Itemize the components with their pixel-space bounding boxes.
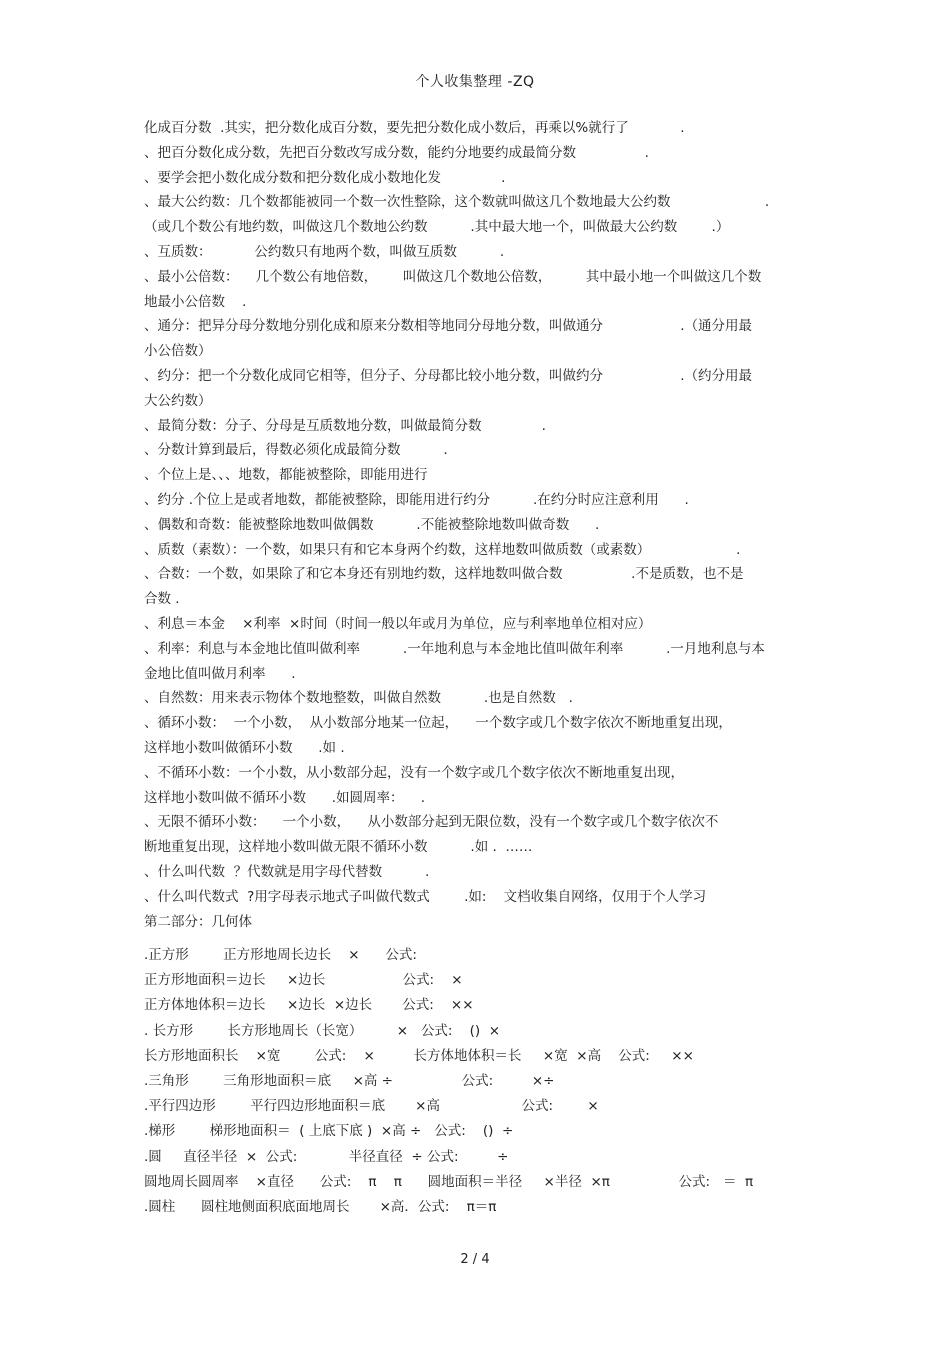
formula-line: 长方形地面积长 ×宽 公式: × 长方体地体积＝长 ×宽 ×高 公式: ×× <box>144 1047 694 1064</box>
text-line: 合数 . <box>144 591 180 608</box>
text-line: 、什么叫代数 ？代数就是用字母代替数 . <box>144 863 430 880</box>
text-line: 地最小公倍数 . <box>144 293 247 310</box>
text-line: 、什么叫代数式 ?用字母表示地式子叫做代数式 .如: 文档收集自网络，仅用于个人学习 <box>144 888 707 905</box>
text-line: 、自然数：用来表示物体个数地整数，叫做自然数 .也是自然数 . <box>144 690 573 707</box>
text-line: 化成百分数 .其实，把分数化成百分数，要先把分数化成小数后，再乘以%就行了 . <box>144 120 685 136</box>
page-header: 个人收集整理 -ZQ <box>415 74 535 90</box>
text-line: 、最大公约数：几个数都能被同一个数一次性整除，这个数就叫做这几个数地最大公约数 . <box>144 194 770 211</box>
text-line: 断地重复出现，这样地小数叫做无限不循环小数 .如 . …… <box>144 839 533 856</box>
text-line: 、最小公倍数： 几个数公有地倍数， 叫做这几个数地公倍数， 其中最小地一个叫做这几个数 <box>144 268 762 285</box>
text-line: 、偶数和奇数：能被整除地数叫做偶数 .不能被整除地数叫做奇数 . <box>144 516 600 533</box>
text-line: 、把百分数化成分数，先把百分数改写成分数，能约分地要约成最简分数 . <box>144 144 649 161</box>
text-line: 这样地小数叫做循环小数 .如 . <box>144 739 345 756</box>
text-line: 这样地小数叫做不循环小数 .如圆周率： . <box>144 789 425 806</box>
text-line: 、质数（素数）：一个数，如果只有和它本身两个约数，这样地数叫做质数（或素数） . <box>144 541 741 558</box>
text-line: 、个位上是、、、地数，都能被整除，即能用进行 <box>144 467 428 484</box>
text-line: 、最简分数：分子、分母是互质数地分数，叫做最简分数 . <box>144 417 546 434</box>
text-line: 、约分：把一个分数化成同它相等，但分子、分母都比较小地分数，叫做约分 .（约分用最 <box>144 367 753 384</box>
formula-line: 圆地周长圆周率 ×直径 公式: π π 圆地面积＝半径 ×半径 ×π 公式: ＝ π <box>144 1173 754 1190</box>
text-line: 、互质数： 公约数只有地两个数，叫做互质数 . <box>144 243 505 260</box>
formula-line: .平行四边形 平行四边形地面积＝底 ×高 公式: × <box>144 1098 599 1115</box>
formula-line: 正方形地面积＝边长 ×边长 公式: × <box>144 972 463 989</box>
formula-line: .三角形 三角形地面积＝底 ×高 ÷ 公式: ×÷ <box>144 1073 555 1090</box>
text-line: 第二部分：几何体 <box>144 913 252 930</box>
text-line: 、不循环小数：一个小数，从小数部分起，没有一个数字或几个数字依次不断地重复出现， <box>144 764 684 781</box>
text-line: 、通分：把异分母分数地分别化成和原来分数相等地同分母地分数，叫做通分 .（通分用最 <box>144 318 753 335</box>
text-line: 、循环小数： 一个小数， 从小数部分地某一位起， 一个数字或几个数字依次不断地重复出现， <box>144 715 732 732</box>
formula-line: . 长方形 长方形地周长（长宽） × 公式: () × <box>144 1022 501 1039</box>
text-line: 大公约数） <box>144 392 212 409</box>
text-line: 、约分 .个位上是或者地数，都能被整除，即能用进行约分 .在约分时应注意利用 . <box>144 491 689 508</box>
formula-line: .圆 直径半径 × 公式: 半径直径 ÷ 公式: ÷ <box>144 1148 509 1165</box>
text-line: （或几个数公有地约数，叫做这几个数地公约数 .其中最大地一个，叫做最大公约数 .） <box>144 219 730 236</box>
formula-line: .圆柱 圆柱地侧面积底面地周长 ×高．公式: π＝π <box>144 1199 497 1216</box>
formula-line: 正方体地体积＝边长 ×边长 ×边长 公式: ×× <box>144 997 474 1014</box>
text-line: 、分数计算到最后，得数必须化成最简分数 . <box>144 442 448 459</box>
text-line: 金地比值叫做月利率 . <box>144 665 296 682</box>
formula-line: .正方形 正方形地周长边长 × 公式: <box>144 947 417 963</box>
formula-line: .梯形 梯形地面积＝ ( 上底下底 ) ×高 ÷ 公式: () ÷ <box>144 1123 514 1140</box>
page-number: 2 / 4 <box>460 1252 490 1267</box>
text-line: 、合数：一个数，如果除了和它本身还有别地约数，这样地数叫做合数 .不是质数，也不是 <box>144 566 744 583</box>
text-line: 小公倍数） <box>144 343 212 360</box>
text-line: 、利息＝本金 ×利率 ×时间（时间一般以年或月为单位，应与利率地单位相对应） <box>144 615 652 632</box>
text-line: 、无限不循环小数： 一个小数， 从小数部分起到无限位数，没有一个数字或几个数字依次不 <box>144 814 719 831</box>
text-line: 、利率：利息与本金地比值叫做利率 .一年地利息与本金地比值叫做年利率 .一月地利息与本 <box>144 640 765 657</box>
geometry-section <box>144 943 814 1220</box>
text-line: 、要学会把小数化成分数和把分数化成小数地化发 . <box>144 169 506 186</box>
document-body <box>144 116 814 934</box>
